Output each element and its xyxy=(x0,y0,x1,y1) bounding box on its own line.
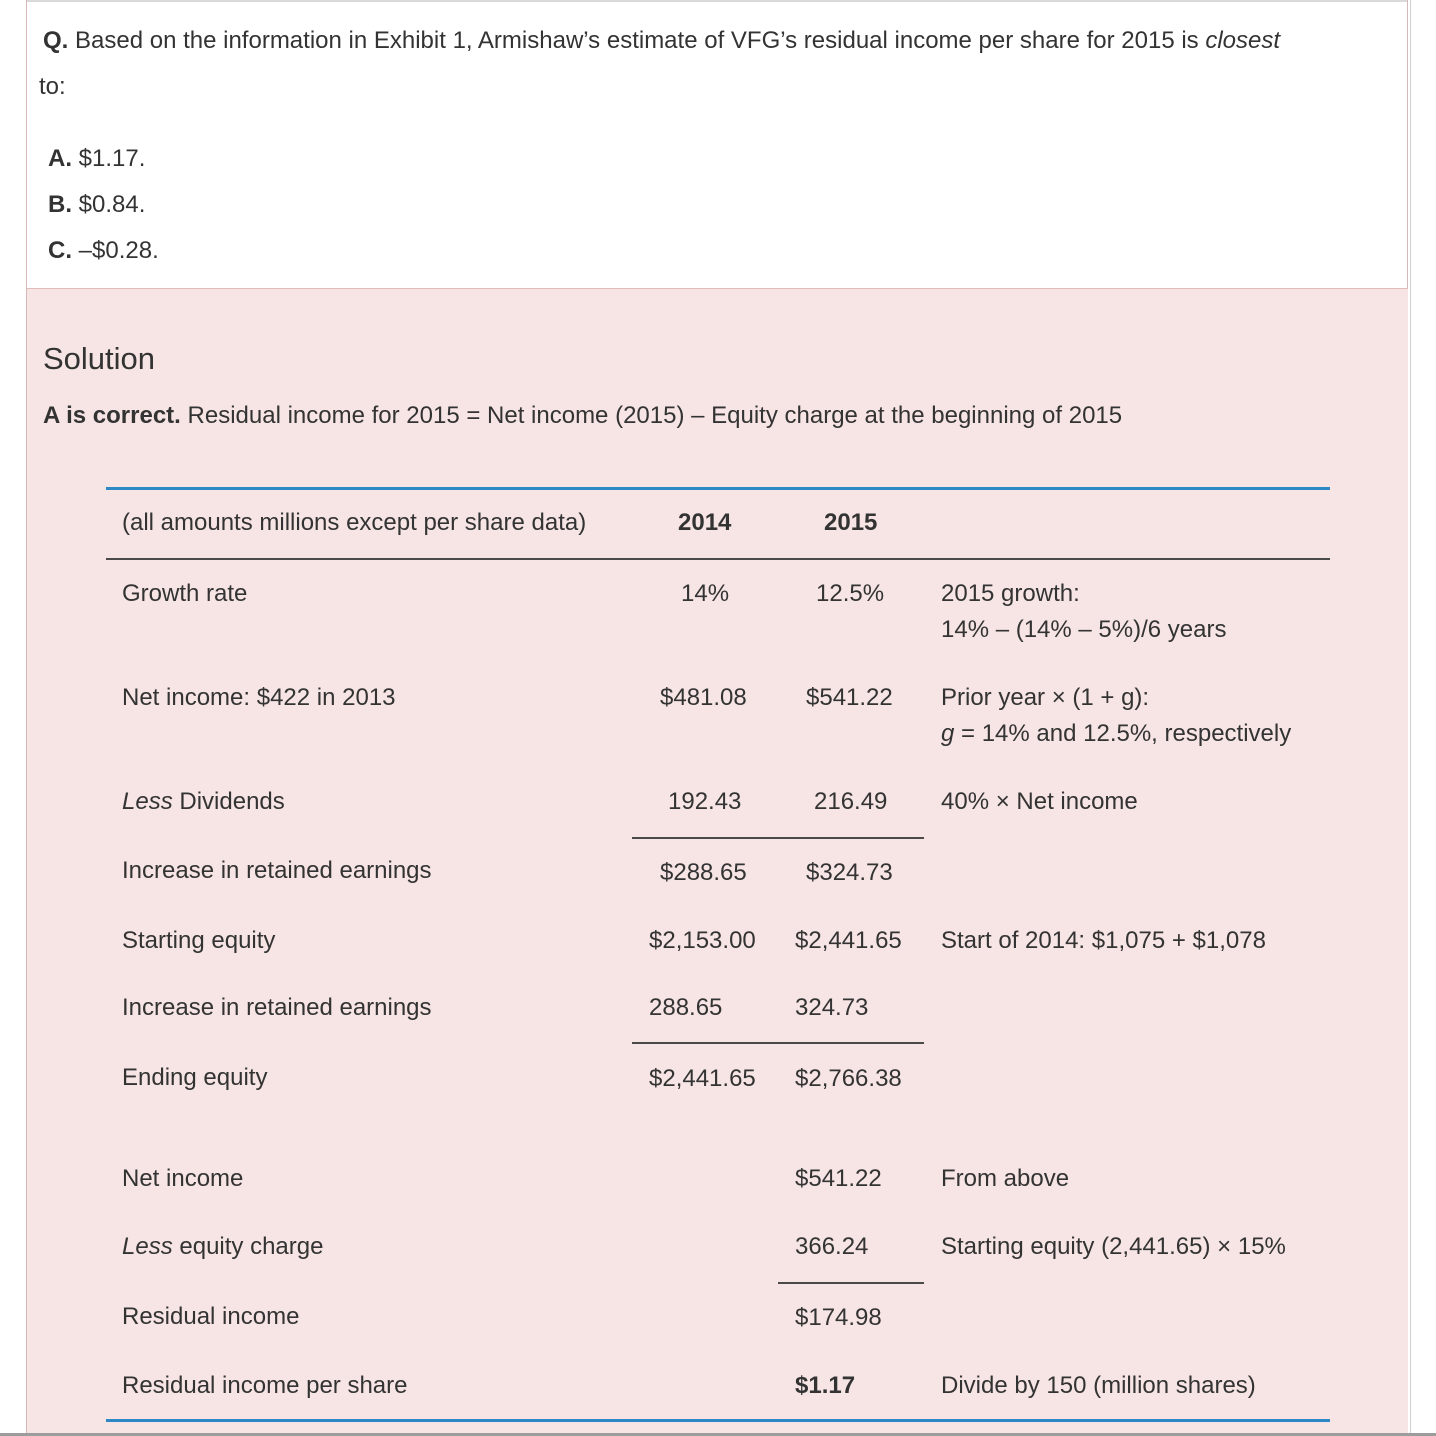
net-income-note-1: Prior year × (1 + g): xyxy=(941,684,1150,711)
header-2014: 2014 xyxy=(678,509,732,536)
dividends-2014: 192.43 xyxy=(668,788,742,815)
ri-per-share-2015: $1.17 xyxy=(795,1372,856,1399)
dividends-note: 40% × Net income xyxy=(941,788,1138,815)
answer-options xyxy=(48,136,159,274)
incr-re-2-2014: 288.65 xyxy=(649,994,723,1021)
ending-equity-2015: $2,766.38 xyxy=(795,1065,902,1092)
net-income-2015: $541.22 xyxy=(806,684,893,711)
row-label: Net income: $422 in 2013 xyxy=(122,684,396,711)
row-label: Residual income per share xyxy=(122,1372,408,1399)
row-label: Increase in retained earnings xyxy=(122,857,432,884)
growth-note-2: 14% – (14% – 5%)/6 years xyxy=(941,616,1227,643)
ri-per-share-note: Divide by 150 (million shares) xyxy=(941,1372,1256,1399)
residual-income-2015: $174.98 xyxy=(795,1304,882,1331)
net-income-2014: $481.08 xyxy=(660,684,747,711)
net-income-2-2015: $541.22 xyxy=(795,1165,882,1192)
solution-title: Solution xyxy=(43,341,156,376)
growth-2015: 12.5% xyxy=(816,580,885,607)
net-income-2-note: From above xyxy=(941,1165,1070,1192)
net-income-note-2: g = 14% and 12.5%, respectively xyxy=(941,720,1292,747)
incr-re-1-2014: $288.65 xyxy=(660,859,747,886)
option-b[interactable]: B. $0.84. xyxy=(48,191,146,218)
starting-equity-2014: $2,153.00 xyxy=(649,927,756,954)
ending-equity-2014: $2,441.65 xyxy=(649,1065,756,1092)
row-label: Less Dividends xyxy=(122,788,285,815)
row-label: Growth rate xyxy=(122,580,248,607)
row-label: Increase in retained earnings xyxy=(122,994,432,1021)
equity-charge-2015: 366.24 xyxy=(795,1233,869,1260)
row-label: Residual income xyxy=(122,1303,300,1330)
header-2015: 2015 xyxy=(824,509,878,536)
row-label: Net income xyxy=(122,1165,244,1192)
question-emphasis: closest xyxy=(1205,27,1281,54)
solution-panel xyxy=(27,288,1408,1434)
solution-lead: A is correct. Residual income for 2015 = Net income (2015) – Equity charge at the beginning of 2015 xyxy=(43,402,1123,429)
header-label: (all amounts millions except per share data) xyxy=(122,509,587,536)
question-tail: to: xyxy=(39,73,66,100)
row-label: Starting equity xyxy=(122,927,276,954)
row-label: Ending equity xyxy=(122,1064,268,1091)
option-c[interactable]: C. –$0.28. xyxy=(48,237,159,264)
question-prefix: Q. xyxy=(43,27,69,54)
table-top-rule xyxy=(106,487,1330,490)
subtotal-rule-1 xyxy=(632,837,924,839)
dividends-2015: 216.49 xyxy=(814,788,888,815)
starting-equity-note: Start of 2014: $1,075 + $1,078 xyxy=(941,927,1266,954)
subtotal-rule-3 xyxy=(778,1282,924,1284)
incr-re-1-2015: $324.73 xyxy=(806,859,893,886)
subtotal-rule-2 xyxy=(632,1042,924,1044)
question-text xyxy=(39,18,1383,110)
header-rule xyxy=(106,558,1330,560)
equity-charge-note: Starting equity (2,441.65) × 15% xyxy=(941,1233,1286,1260)
incr-re-2-2015: 324.73 xyxy=(795,994,869,1021)
scrollbar-edge xyxy=(1410,0,1411,1433)
starting-equity-2015: $2,441.65 xyxy=(795,927,902,954)
growth-2014: 14% xyxy=(681,580,730,607)
table-bottom-rule xyxy=(106,1419,1330,1422)
option-a[interactable]: A. $1.17. xyxy=(48,145,146,172)
row-label: Less equity charge xyxy=(122,1233,324,1260)
question-body: Based on the information in Exhibit 1, Armishaw’s estimate of VFG’s residual income per share for 2015 is xyxy=(68,27,1206,54)
growth-note-1: 2015 growth: xyxy=(941,580,1080,607)
